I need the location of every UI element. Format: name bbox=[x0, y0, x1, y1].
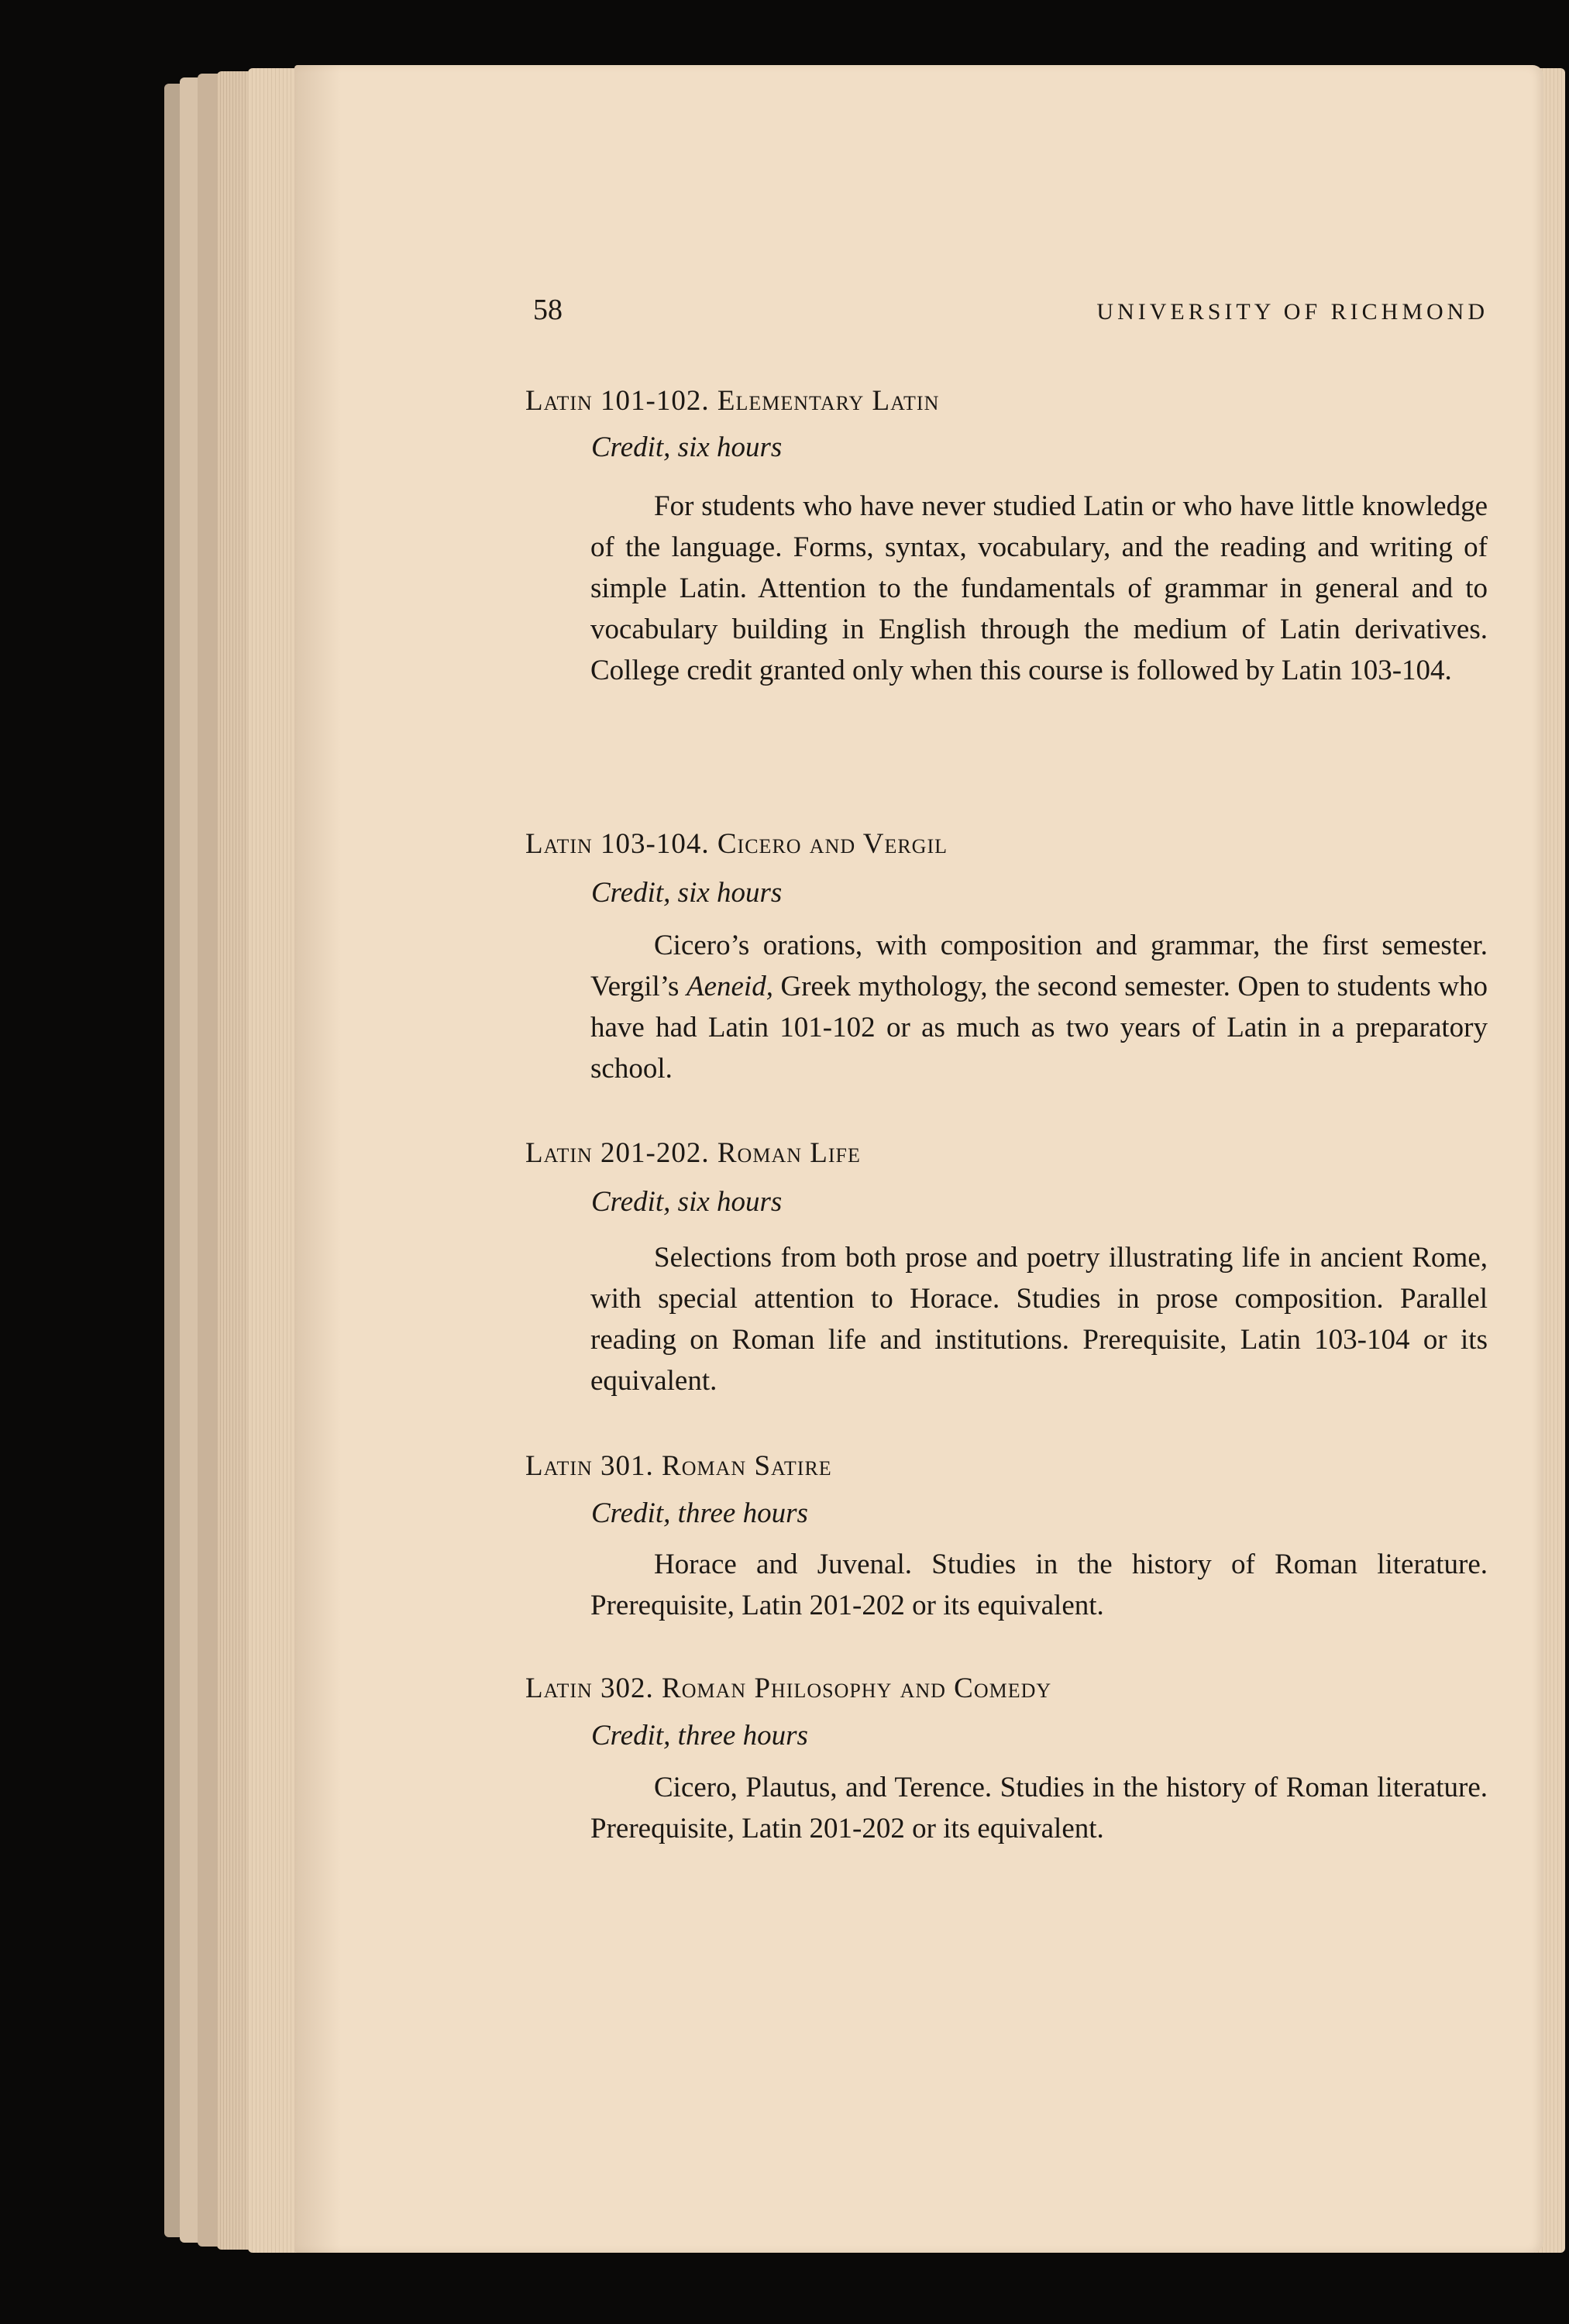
course-description: Horace and Juvenal. Studies in the history of Roman literature. Prerequisite, Latin 201-202 or its equivalent. bbox=[590, 1549, 1488, 1621]
course-heading: Latin 302. Roman Philosophy and Comedy bbox=[525, 1673, 1052, 1704]
course-description: Cicero’s orations, with composition and grammar, the first semester. Vergil’s Aeneid, Greek mythology, the second semester. Open to students who have had Latin 101-102 or as much as two years of Latin in a preparatory school. bbox=[590, 930, 1488, 1085]
course-description: Cicero, Plautus, and Terence. Studies in the history of Roman literature. Prerequisite, Latin 201-202 or its equivalent. bbox=[590, 1772, 1488, 1844]
running-head: UNIVERSITY OF RICHMOND bbox=[1096, 299, 1488, 325]
course-credit: Credit, three hours bbox=[591, 1497, 808, 1529]
course-description: Selections from both prose and poetry illustrating life in ancient Rome, with special attention to Horace. Studies in prose composition. Parallel reading on Roman life and institutions. Prerequisite, Latin 103-104 or its equivalent. bbox=[590, 1242, 1488, 1397]
course-credit: Credit, six hours bbox=[591, 877, 783, 909]
course-description: For students who have never studied Latin or who have little knowledge of the language. Forms, syntax, vocabulary, and the reading and writing of simple Latin. Attention to the fundamentals of grammar in general and to vocabulary building in English through the medium of Latin derivatives. College credit granted only when this course is followed by Latin 103-104. bbox=[590, 490, 1488, 686]
course-heading: Latin 301. Roman Satire bbox=[525, 1450, 832, 1482]
course-credit: Credit, six hours bbox=[591, 1186, 783, 1218]
course-heading: Latin 103-104. Cicero and Vergil bbox=[525, 828, 948, 860]
course-heading: Latin 101-102. Elementary Latin bbox=[525, 385, 940, 417]
course-credit: Credit, three hours bbox=[591, 1720, 808, 1752]
page-number: 58 bbox=[533, 294, 563, 326]
course-heading: Latin 201-202. Roman Life bbox=[525, 1137, 861, 1169]
course-credit: Credit, six hours bbox=[591, 431, 783, 463]
